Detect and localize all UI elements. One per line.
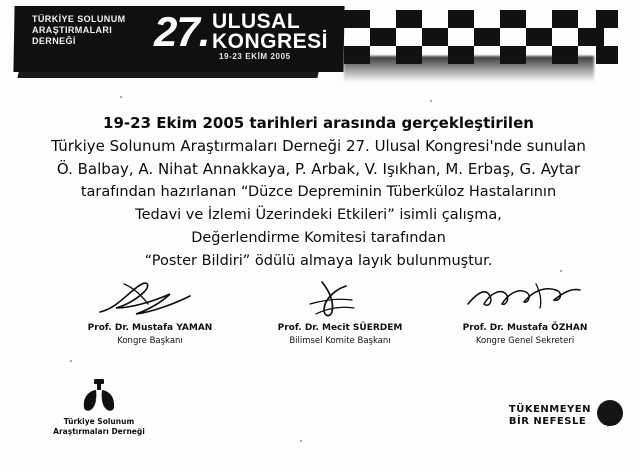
signature-name: Prof. Dr. Mecit SÜERDEM [277, 323, 403, 333]
sponsor-badge-label: içel [603, 419, 617, 427]
signature-name: Prof. Dr. Mustafa YAMAN [87, 323, 213, 333]
sponsor-badge [595, 400, 625, 430]
sponsor-slogan [509, 404, 591, 428]
signature-block [60, 278, 240, 347]
association-logo-line-1: Türkiye Solunum [63, 417, 135, 426]
award-text-line-2: Türkiye Solunum Araştırmaları Derneği 27. Ulusal Kongresi'nde sunulan [51, 137, 586, 155]
banner-dates: 19-23 EKİM 2005 [219, 52, 291, 61]
award-text-line-6: Değerlendirme Komitesi tarafından [191, 230, 446, 246]
congress-banner [14, 6, 624, 78]
award-text-line-1: 19-23 Ekim 2005 tarihleri arasında gerçekleştirilen [103, 114, 534, 132]
scan-speckle [70, 360, 72, 362]
signature-role: Bilimsel Komite Başkanı [289, 336, 391, 346]
signature-block [435, 278, 615, 347]
svg-text:S: S [95, 395, 103, 408]
signature-mark-icon [60, 278, 240, 322]
banner-org-line-2: ARAŞTIRMALARI [32, 25, 113, 35]
association-logo-line-2: Araştırmaları Derneği [53, 427, 145, 436]
signature-mark-icon [435, 278, 615, 322]
scan-speckle [560, 270, 562, 272]
award-text-line-7: “Poster Bildiri” ödülü almaya layık bulunmuştur. [144, 253, 493, 269]
banner-org-line-1: TÜRKİYE SOLUNUM [32, 14, 126, 24]
banner-edition-number: 27. [154, 8, 210, 55]
scan-speckle [300, 440, 302, 442]
award-text-line-5: Tedavi ve İzlemi Üzerindeki Etkileri” isimli çalışma, [135, 207, 502, 223]
signature-role: Kongre Başkanı [117, 336, 183, 346]
award-text-line-4: tarafından hazırlanan “Düzce Depreminin Tüberküloz Hastalarının [80, 184, 557, 200]
award-text-line-3: Ö. Balbay, A. Nihat Annakkaya, P. Arbak, V. Işıkhan, M. Erbaş, G. Aytar [56, 160, 581, 178]
banner-underline [17, 72, 318, 78]
banner-title-line-1: ULUSAL [212, 10, 301, 33]
lungs-logo-icon [78, 378, 120, 414]
banner-organization [32, 14, 152, 47]
signature-role: Kongre Genel Sekreteri [475, 336, 575, 346]
signature-row [40, 278, 600, 358]
sponsor-slogan-line-1: TÜKENMEYEN [508, 404, 591, 415]
scan-speckle [430, 100, 432, 102]
sponsor-slogan-line-2: BİR NEFESLE [508, 416, 587, 427]
banner-ink-smudge [344, 56, 594, 82]
award-text [40, 112, 597, 273]
signature-name: Prof. Dr. Mustafa ÖZHAN [462, 323, 588, 333]
banner-org-line-3: DERNEĞİ [32, 36, 76, 46]
banner-title-line-2: KONGRESİ [212, 30, 329, 53]
scan-speckle [120, 96, 122, 98]
banner-title [212, 12, 328, 52]
signature-mark-icon [250, 278, 430, 322]
signature-block [250, 278, 430, 347]
association-logo [34, 378, 164, 437]
